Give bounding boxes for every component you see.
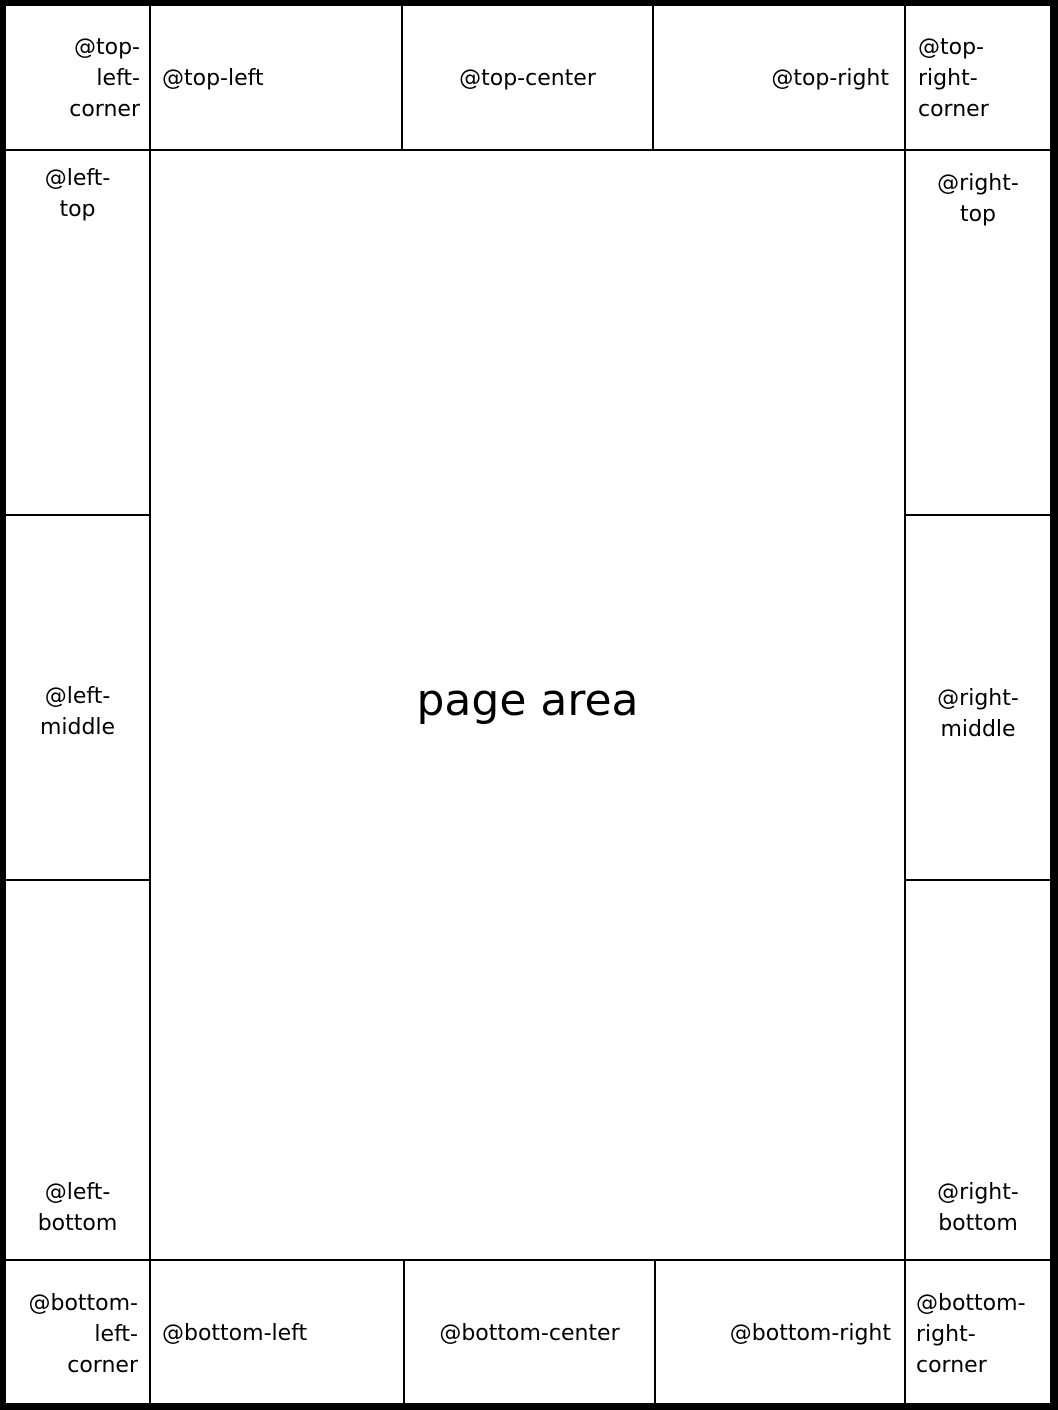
top-right-box <box>652 4 906 151</box>
bottom-center-label: @bottom-center <box>439 1321 620 1346</box>
right-middle-label: @right- middle <box>937 686 1019 742</box>
bottom-right-corner-box <box>904 1259 1052 1405</box>
left-top-box <box>4 149 151 516</box>
bottom-left-corner-box <box>4 1259 151 1405</box>
bottom-left-box <box>149 1259 405 1405</box>
top-right-corner-box <box>904 4 1052 151</box>
right-bottom-box <box>904 879 1052 1261</box>
right-bottom-label: @right- bottom <box>937 1180 1019 1236</box>
page-area-box <box>149 149 906 1261</box>
left-top-label: @left- top <box>44 166 111 222</box>
top-right-corner-label: @top- right- corner <box>918 35 989 122</box>
top-center-box <box>401 4 654 151</box>
bottom-right-box <box>654 1259 906 1405</box>
bottom-left-label: @bottom-left <box>162 1321 308 1346</box>
top-left-corner-label: @top- left- corner <box>69 35 140 122</box>
top-left-label: @top-left <box>162 66 264 91</box>
right-middle-box <box>904 514 1052 881</box>
bottom-left-corner-label: @bottom- left- corner <box>28 1291 138 1378</box>
bottom-center-box <box>403 1259 656 1405</box>
left-middle-box <box>4 514 151 881</box>
top-right-label: @top-right <box>771 66 889 91</box>
top-left-box <box>149 4 403 151</box>
top-center-label: @top-center <box>459 66 596 91</box>
left-bottom-label: @left- bottom <box>37 1180 118 1236</box>
right-top-box <box>904 149 1052 516</box>
left-bottom-box <box>4 879 151 1261</box>
top-left-corner-box <box>4 4 151 151</box>
left-middle-label: @left- middle <box>39 684 116 740</box>
page-area-label: page area <box>416 675 639 726</box>
bottom-right-corner-label: @bottom- right- corner <box>916 1291 1026 1378</box>
bottom-right-label: @bottom-right <box>729 1321 891 1346</box>
right-top-label: @right- top <box>937 171 1019 227</box>
